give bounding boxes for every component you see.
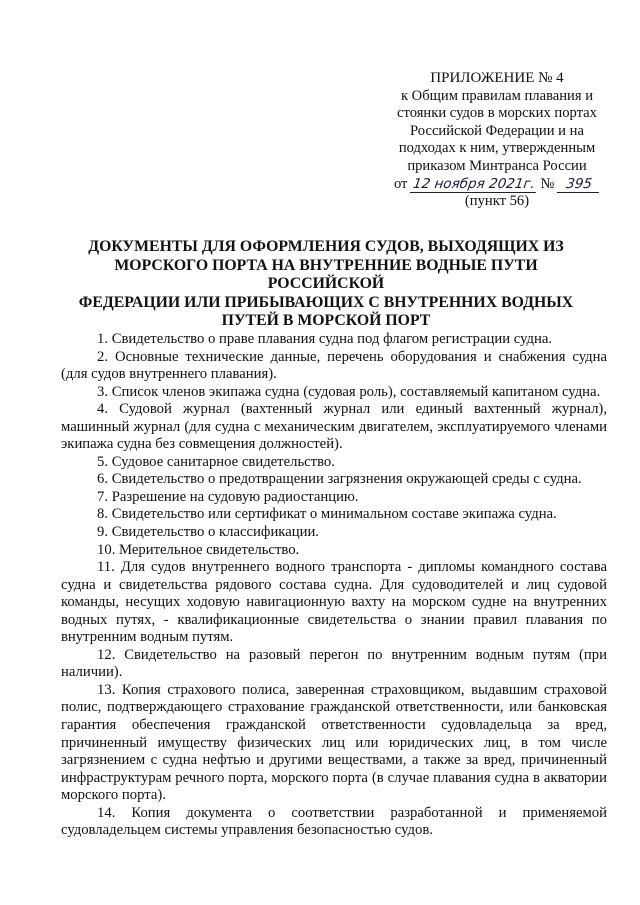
list-item: 11. Для судов внутреннего водного транспорта - дипломы командного состава судна и свидетельства рядового состава судна. Для судоводителей и лиц судовой команды, несущих ходовую навигационную вахту на морском судне на внутренних водных путях, - квалификационные свидетельства о знании правил плавания по внутренним водным путям.: [61, 559, 607, 646]
document-title: [60, 238, 592, 331]
list-item: 5. Судовое санитарное свидетельство.: [97, 453, 335, 470]
appendix-header: [372, 70, 622, 211]
list-item: 12. Свидетельство на разовый перегон по внутренним водным путям (при наличии).: [61, 646, 607, 681]
date-prefix: от: [393, 175, 408, 192]
handwritten-number: 395: [557, 176, 601, 193]
title-line: ДОКУМЕНТЫ ДЛЯ ОФОРМЛЕНИЯ СУДОВ, ВЫХОДЯЩИХ ИЗ: [88, 238, 564, 255]
list-item: 1. Свидетельство о праве плавания судна под флагом регистрации судна.: [97, 331, 553, 347]
appendix-line: Российской Федерации и на: [410, 122, 584, 139]
list-item: 14. Копия документа о соответствии разработанной и применяемой судовладельцем системы управления безопасностью судов.: [61, 804, 607, 839]
appendix-line: к Общим правилам плавания и: [400, 87, 594, 104]
list-item: 9. Свидетельство о классификации.: [97, 524, 319, 541]
list-item: 8. Свидетельство или сертификат о минимальном составе экипажа судна.: [97, 506, 557, 523]
number-prefix: №: [540, 175, 555, 192]
appendix-clause: (пункт 56): [464, 193, 530, 210]
list-item: 2. Основные технические данные, перечень оборудования и снабжения судна (для судов внутреннего плавания).: [61, 348, 607, 383]
list-item: 6. Свидетельство о предотвращении загрязнения окружающей среды с судна.: [97, 471, 582, 488]
title-line: МОРСКОГО ПОРТА НА ВНУТРЕННИЕ ВОДНЫЕ ПУТИ РОССИЙСКОЙ: [114, 256, 538, 293]
list-item: 10. Мерительное свидетельство.: [97, 541, 300, 558]
document-body: [61, 331, 607, 840]
list-item: 7. Разрешение на судовую радиостанцию.: [97, 488, 359, 505]
handwritten-date: 12 ноября 2021г.: [410, 176, 538, 193]
list-item: 13. Копия страхового полиса, заверенная страховщиком, выдавшим страховой полис, подтверждающего страхование гражданской ответственности, или банковская гарантия обеспечения гражданской ответственности судовладельца за вред, причиненный имуществу физических лиц или юридических лиц, в том числе загрязнением с судна нефтью и другими веществами, а также за вред, причиненный инфраструктурам речного порта, морского порта (в случае плавания судна в акватории морского порта).: [61, 681, 607, 804]
appendix-title: ПРИЛОЖЕНИЕ № 4: [430, 70, 564, 86]
list-item: 4. Судовой журнал (вахтенный журнал или единый вахтенный журнал), машинный журнал (для судна с механическим двигателем, эксплуатируемого членами экипажа судна без совмещения должностей).: [61, 401, 607, 453]
list-item: 3. Список членов экипажа судна (судовая роль), составляемый капитаном судна.: [97, 383, 601, 400]
title-line: ФЕДЕРАЦИИ ИЛИ ПРИБЫВАЮЩИХ С ВНУТРЕННИХ ВОДНЫХ: [78, 293, 574, 311]
title-line: ПУТЕЙ В МОРСКОЙ ПОРТ: [221, 312, 431, 330]
appendix-line: приказом Минтранса России: [407, 157, 587, 174]
appendix-line: стоянки судов в морских портах: [397, 105, 597, 122]
appendix-line: подходах к ним, утвержденным: [398, 140, 596, 157]
appendix-date-line: [372, 176, 622, 194]
